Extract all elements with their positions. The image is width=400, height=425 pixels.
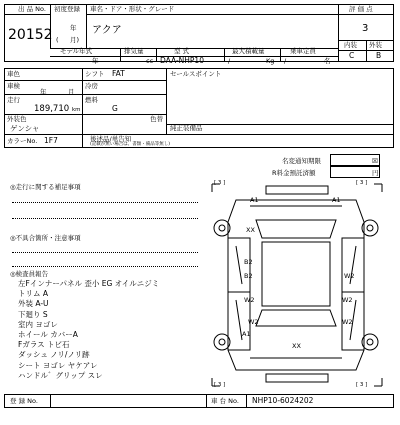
capacity-label: 乗車定員	[290, 47, 316, 55]
color-no-divider	[82, 134, 83, 148]
lot-label: 出 品 No.	[18, 5, 46, 13]
repair-line-2	[12, 218, 198, 219]
damage-mark: XX	[292, 342, 301, 350]
car-diagram-svg	[206, 180, 388, 390]
corner-label-bl: [ 3 ]	[214, 382, 226, 388]
spec-div-1	[120, 48, 121, 62]
color-no-value: 1F7	[44, 136, 58, 145]
report-line: 下廻り S	[18, 309, 48, 319]
damage-mark: W2	[342, 296, 353, 304]
repair-line-1	[12, 202, 198, 203]
model-year-unit: 年	[92, 57, 99, 65]
spec-div-4	[280, 48, 281, 62]
left-front-detail	[236, 246, 242, 284]
inspection-label: 車検	[7, 82, 20, 90]
corner-label-tl: [ 3 ]	[214, 180, 226, 186]
spec-div-3	[224, 48, 225, 62]
inspection-year: 年	[40, 88, 47, 96]
defect-line-2	[12, 266, 198, 267]
name-label-line	[86, 14, 338, 15]
inspection-period-unit: ☒	[372, 157, 378, 165]
recycle-unit: 円	[372, 169, 379, 177]
spec-div-2	[156, 48, 157, 62]
post-note: (記載が無い場合は、書類・備品等無し)	[90, 142, 171, 147]
color2-label: 色替	[150, 115, 163, 123]
import-label: 外装色	[7, 115, 27, 123]
max-load-label: 最大積載量	[232, 47, 265, 55]
report-line: 左Fインナーパネル 歪小 EG オイルニジミ	[18, 279, 160, 288]
report-line: Fガラス トビ石	[18, 340, 70, 350]
report-line: ホイール カバーA	[18, 329, 78, 339]
max-load-unit: Kg	[266, 57, 275, 65]
chassis-label: 車 台 No.	[211, 397, 239, 405]
post-label: 後述品/単告知	[90, 135, 132, 143]
eval-label: 評 価 点	[349, 5, 373, 13]
right-doors	[342, 238, 364, 350]
car-name: アクア	[92, 25, 122, 36]
mileage-label: 走行	[7, 96, 20, 104]
fuel-value: G	[112, 104, 118, 113]
color-label: 車色	[7, 70, 20, 78]
damage-mark: B2	[244, 258, 253, 266]
report-line: 外装 A-U	[18, 299, 49, 309]
defect-section-label: ◎不具合箇所・注意事項	[10, 234, 81, 242]
footer-div-1	[50, 394, 51, 408]
sales-point-label: セールスポイント	[170, 70, 222, 78]
damage-mark: W2	[244, 296, 255, 304]
model-value: DAA-NHP10	[160, 56, 204, 65]
report-line: 室内 ヨゴレ	[18, 319, 58, 329]
genuine-parts-label: 純正装備品	[170, 124, 203, 132]
slash-1: /	[228, 57, 231, 65]
roof	[262, 242, 330, 306]
first-reg-paren: (	[56, 36, 59, 44]
front-bumper	[266, 186, 328, 194]
recycle-label: R料金預託済額	[272, 169, 316, 177]
displacement-label: 排気量	[124, 47, 144, 55]
car-name-label: 車名・ドア・形状・グレード	[90, 5, 175, 13]
aircon-label: 冷房	[85, 82, 98, 90]
inspector-report	[18, 279, 198, 381]
footer-frame	[4, 394, 394, 408]
mileage-value: 189,710	[34, 104, 70, 114]
report-line: ダッシュ ノリ/ノリ跡	[18, 350, 90, 360]
exterior-grade: B	[376, 51, 382, 60]
damage-mark: A1	[332, 196, 341, 204]
report-line: ハンドル゛グリップ スレ	[18, 370, 103, 380]
damage-mark: B2	[244, 272, 253, 280]
corner-label-br: [ 3 ]	[356, 382, 368, 388]
reg-no-label: 登 録 No.	[10, 397, 38, 405]
model-label: 型 式	[174, 47, 190, 55]
eval-grade-divider	[366, 40, 367, 62]
interior-grade: C	[349, 51, 355, 60]
model-year-label: モデル年式	[60, 47, 93, 55]
hub-rl	[219, 339, 225, 345]
slash-2: /	[284, 57, 287, 65]
chassis-value: NHP10-6024202	[252, 396, 314, 405]
shift-value: FAT	[112, 69, 125, 78]
capacity-unit: 名	[324, 57, 331, 65]
lot-number: 20152	[8, 27, 53, 43]
rear-window	[256, 310, 336, 326]
corner-label-tr: [ 3 ]	[356, 180, 368, 186]
report-line: シート ヨゴレ ヤケアレ	[18, 360, 98, 370]
damage-mark: W2	[344, 272, 355, 280]
damage-mark: W2	[248, 318, 259, 326]
first-reg-label: 初度登録	[54, 5, 80, 13]
inspector-section-label: ◎検査員報告	[10, 270, 49, 278]
fuel-label: 燃料	[85, 96, 98, 104]
hub-fr	[367, 225, 373, 231]
hub-rr	[367, 339, 373, 345]
defect-line-1	[12, 252, 198, 253]
car-diagram	[206, 180, 388, 390]
first-reg-divider	[86, 4, 87, 48]
rear-bumper	[266, 374, 328, 382]
interior-label: 内装	[344, 41, 357, 49]
hub-fl	[219, 225, 225, 231]
repair-section-label: ◎走行に関する補足事項	[10, 183, 81, 191]
inspection-period-label: 名変通知期限	[282, 157, 321, 165]
displacement-unit: cc	[146, 57, 154, 65]
report-line: トリム A	[18, 289, 49, 299]
inspection-month: 月	[68, 88, 75, 96]
damage-mark: W2	[342, 318, 353, 326]
frame-corners	[212, 184, 382, 386]
import-value: ゲンシャ	[10, 124, 40, 133]
genuine-parts-line	[166, 114, 394, 125]
mileage-unit: km	[72, 107, 81, 113]
eval-grade-mid	[338, 50, 394, 51]
shift-label: シフト	[85, 70, 105, 78]
damage-mark: A1	[242, 330, 251, 338]
exterior-label: 外装	[369, 41, 382, 49]
damage-mark: XX	[246, 226, 255, 234]
windshield	[256, 220, 336, 238]
eval-label-line	[338, 14, 394, 15]
footer-div-3	[246, 394, 247, 408]
damage-mark: A1	[250, 196, 259, 204]
eval-divider	[338, 4, 339, 62]
footer-div-2	[206, 394, 207, 408]
first-reg-month: 月)	[70, 36, 80, 44]
eval-score: 3	[362, 23, 369, 34]
color-no-label: カラーNo.	[7, 137, 38, 145]
lot-label-line	[4, 14, 50, 15]
first-reg-year: 年	[70, 24, 77, 32]
